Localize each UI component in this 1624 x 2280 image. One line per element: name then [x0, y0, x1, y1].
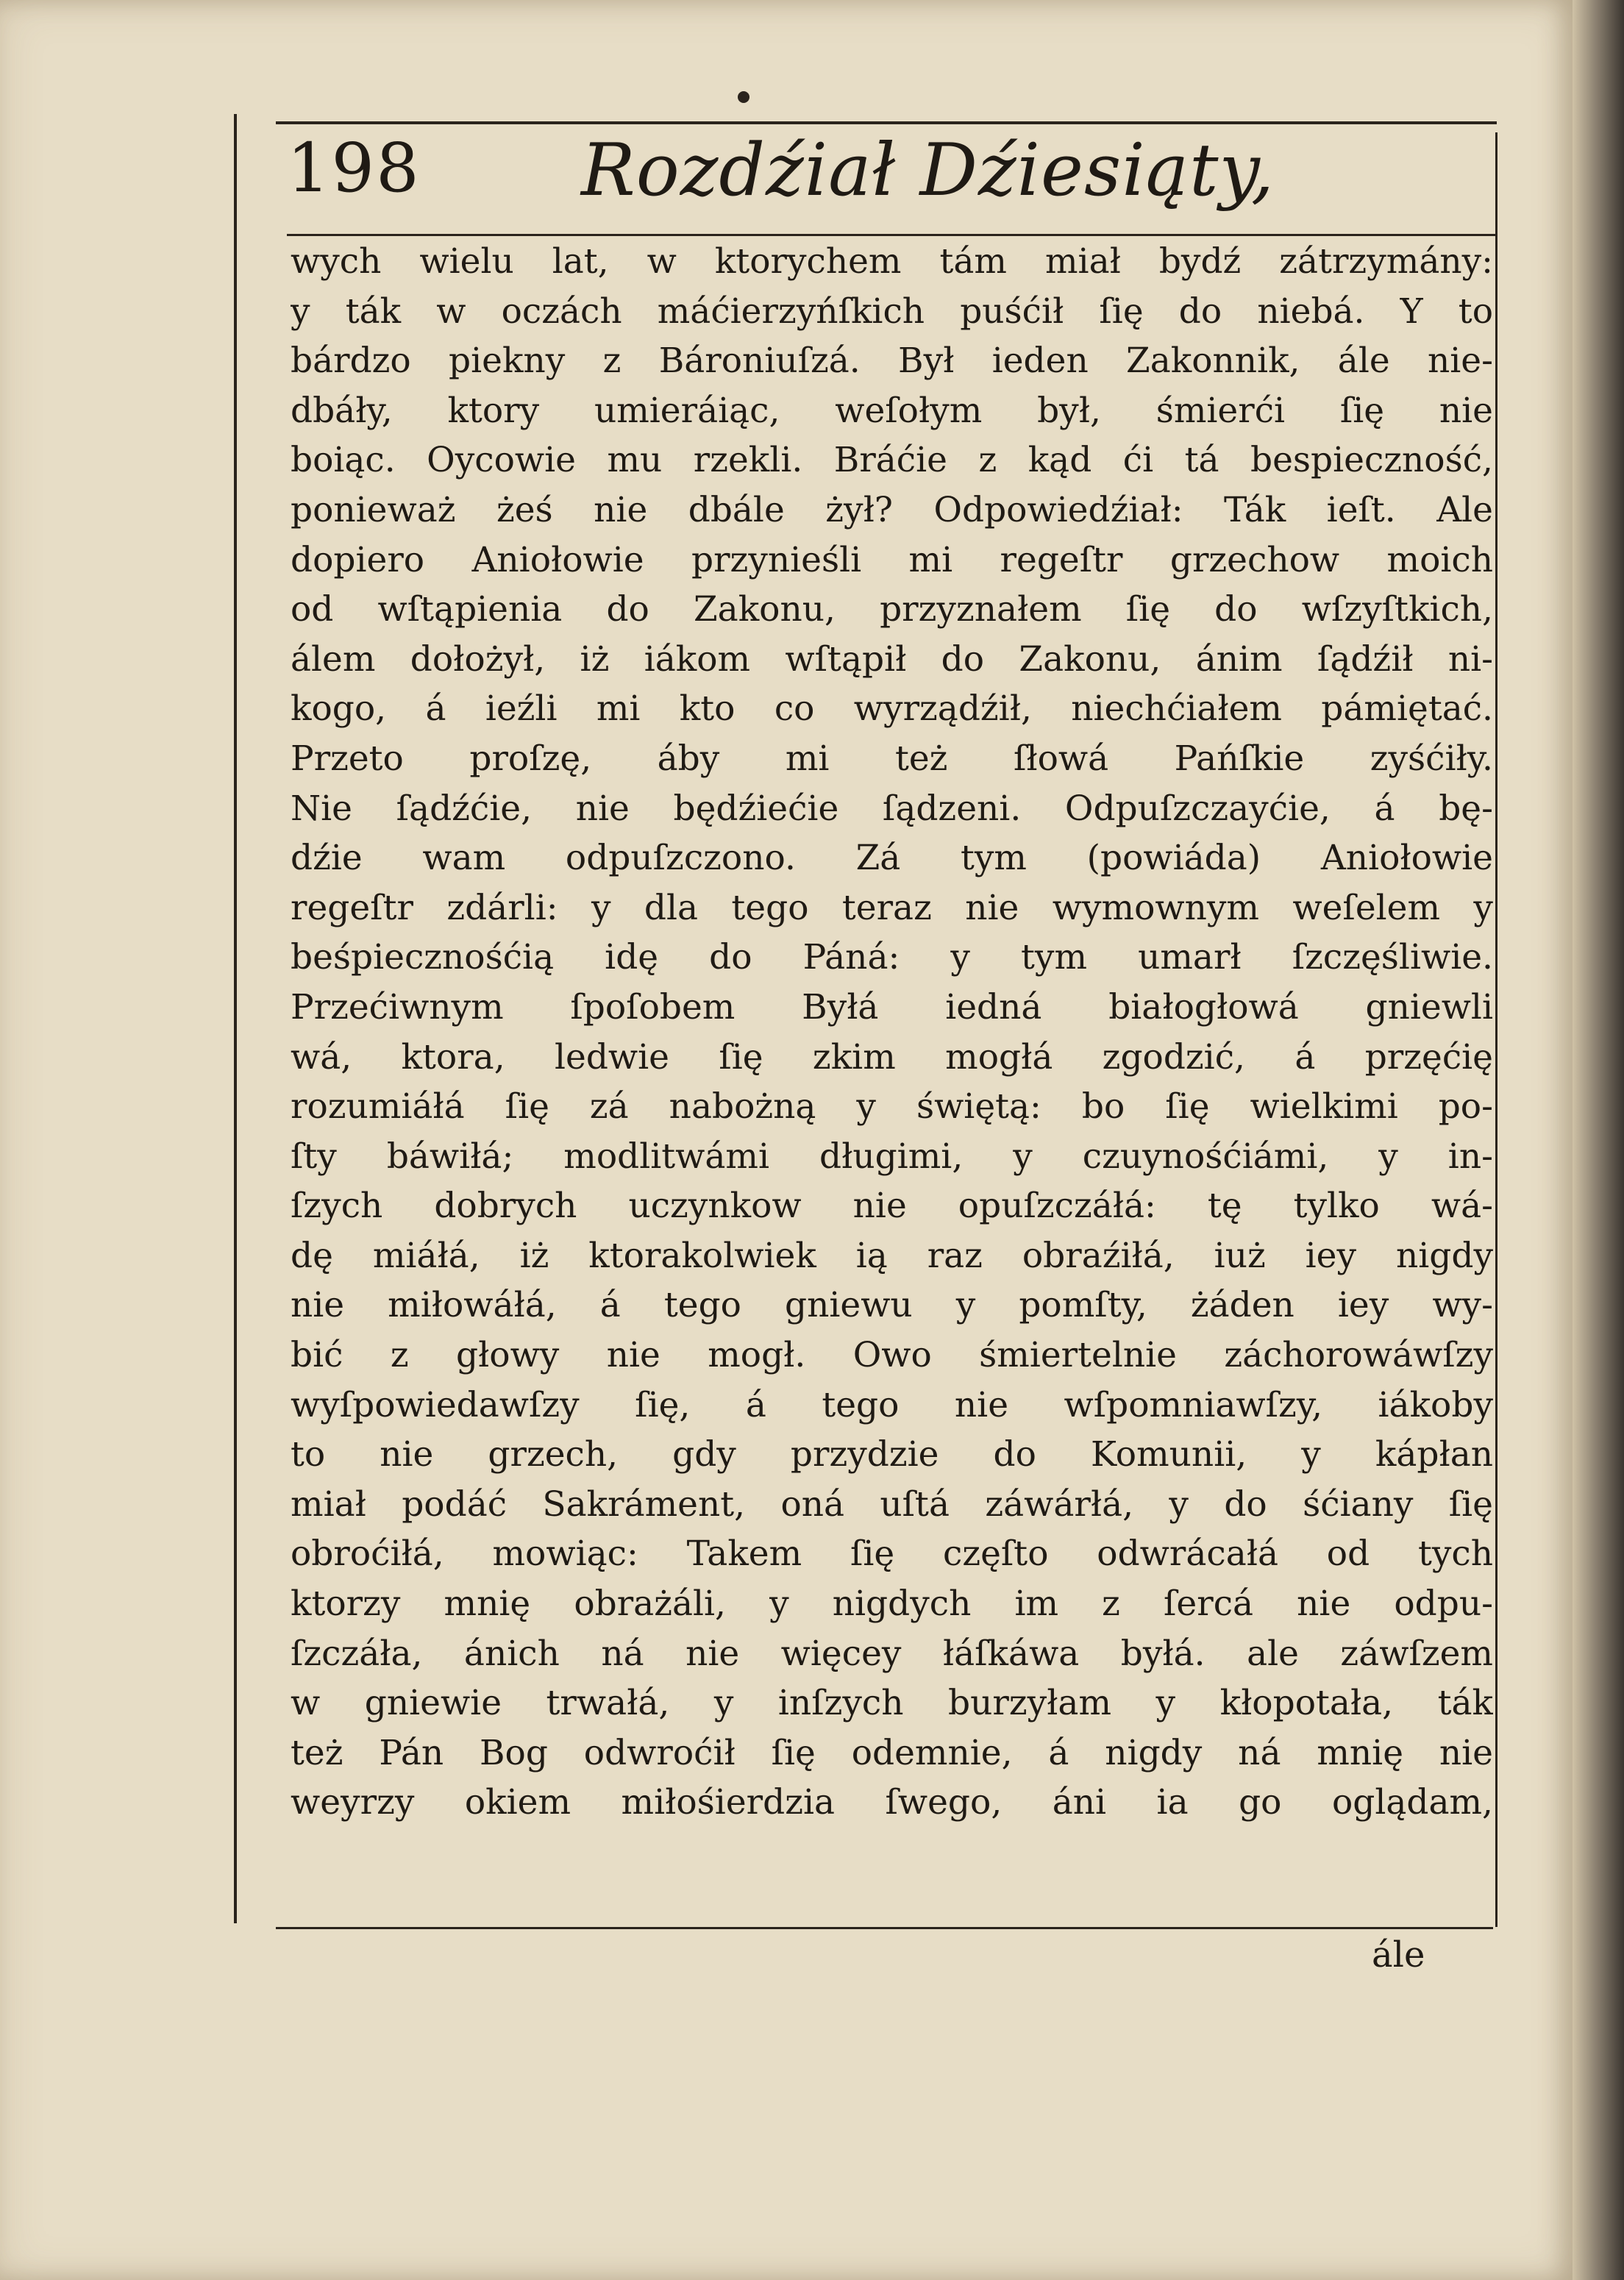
text-line: wyſpowiedawſzy ſię, á tego nie wſpomniawſzy, iákoby — [291, 1384, 1493, 1425]
text-line: regeſtr zdárli: y dla tego teraz nie wymownym weſelem y — [291, 887, 1493, 928]
text-line: dę miáłá, iż ktorakolwiek ią raz obraźiłá, iuż iey nigdy — [291, 1235, 1493, 1276]
top-rule — [276, 121, 1497, 124]
text-line: boiąc. Oycowie mu rzekli. Bráćie z kąd ći tá bespieczność, — [291, 440, 1493, 481]
text-line: dbáły, ktory umieráiąc, weſołym był, śmierći ſię nie — [291, 390, 1493, 431]
text-line: w gniewie trwałá, y inſzych burzyłam y kłopotała, ták — [291, 1683, 1493, 1724]
text-line: dźie wam odpuſzczono. Zá tym (powiáda) Aniołowie — [291, 838, 1493, 879]
text-line: od wſtąpienia do Zakonu, przyznałem ſię do wſzyſtkich, — [291, 589, 1493, 630]
text-line: bárdzo piekny z Bároniuſzá. Był ieden Zakonnik, ále nie- — [291, 341, 1493, 382]
text-line: to nie grzech, gdy przydzie do Komunii, y kápłan — [291, 1434, 1493, 1475]
page-number: 198 — [287, 129, 421, 207]
text-line: ſzczáła, ánich ná nie więcey łáſkáwa byłá. ale záwſzem — [291, 1633, 1493, 1674]
text-line: dopiero Aniołowie przynieśli mi regeſtr grzechow moich — [291, 539, 1493, 580]
text-line: ktorzy mnię obrażáli, y nigdych im z ſercá nie odpu- — [291, 1583, 1493, 1625]
bottom-rule — [276, 1927, 1493, 1929]
text-line: miał podáć Sakráment, oná uſtá záwárłá, y do śćiany ſię — [291, 1483, 1493, 1525]
text-line: y ták w oczách máćierzyńſkich puśćił ſię do niebá. Y to — [291, 291, 1493, 332]
text-line: Nie ſądźćie, nie będźiećie ſądzeni. Odpuſzczayćie, á bę- — [291, 788, 1493, 829]
text-line: nie miłowáłá, á tego gniewu y pomſty, żáden iey wy- — [291, 1285, 1493, 1326]
text-line: też Pán Bog odwroćił ſię odemnie, á nigdy ná mnię nie — [291, 1732, 1493, 1773]
text-line: Przeto proſzę, áby mi też ſłowá Pańſkie zyśćiły. — [291, 738, 1493, 779]
text-line: wá, ktora, ledwie ſię zkim mogłá zgodzić, á przęćię — [291, 1036, 1493, 1077]
text-line: Przećiwnym ſpoſobem Byłá iedná białogłowá gniewli — [291, 986, 1493, 1027]
text-line: obroćiłá, mowiąc: Takem ſię częſto odwrácałá od tych — [291, 1533, 1493, 1575]
catchword: ále — [1372, 1934, 1425, 1976]
text-line: álem dołożył, iż iákom wſtąpił do Zakonu, ánim ſądźił ni- — [291, 638, 1493, 680]
ink-dot — [738, 91, 749, 103]
right-margin-rule — [1495, 132, 1497, 1927]
text-line: ſty báwiłá; modlitwámi długimi, y czuynośćiámi, y in- — [291, 1136, 1493, 1177]
left-margin-rule — [234, 114, 237, 1923]
body-text — [291, 237, 1493, 1828]
text-line: wych wielu lat, w ktorychem tám miał bydź zátrzymány: — [291, 241, 1493, 282]
chapter-title: Rozdźiał Dźiesiąty, — [581, 129, 1275, 213]
text-line: bić z głowy nie mogł. Owo śmiertelnie záchorowáwſzy — [291, 1335, 1493, 1376]
text-line: rozumiáłá ſię zá nabożną y świętą: bo ſię wielkimi po- — [291, 1086, 1493, 1127]
header-rule — [287, 234, 1497, 236]
text-line: kogo, á ieźli mi kto co wyrządźił, niechćiałem pámiętać. — [291, 688, 1493, 730]
text-line: weyrzy okiem miłośierdzia ſwego, áni ia go oglądam, — [291, 1782, 1493, 1823]
running-header — [287, 129, 1493, 217]
text-line: beśpiecznośćią idę do Páná: y tym umarł ſzczęśliwie. — [291, 937, 1493, 978]
book-gutter — [1573, 0, 1624, 2280]
text-line: ponieważ żeś nie dbále żył? Odpowiedźiał: Ták ieſt. Ale — [291, 489, 1493, 530]
text-line: ſzych dobrych uczynkow nie opuſzczáłá: tę tylko wá- — [291, 1186, 1493, 1227]
